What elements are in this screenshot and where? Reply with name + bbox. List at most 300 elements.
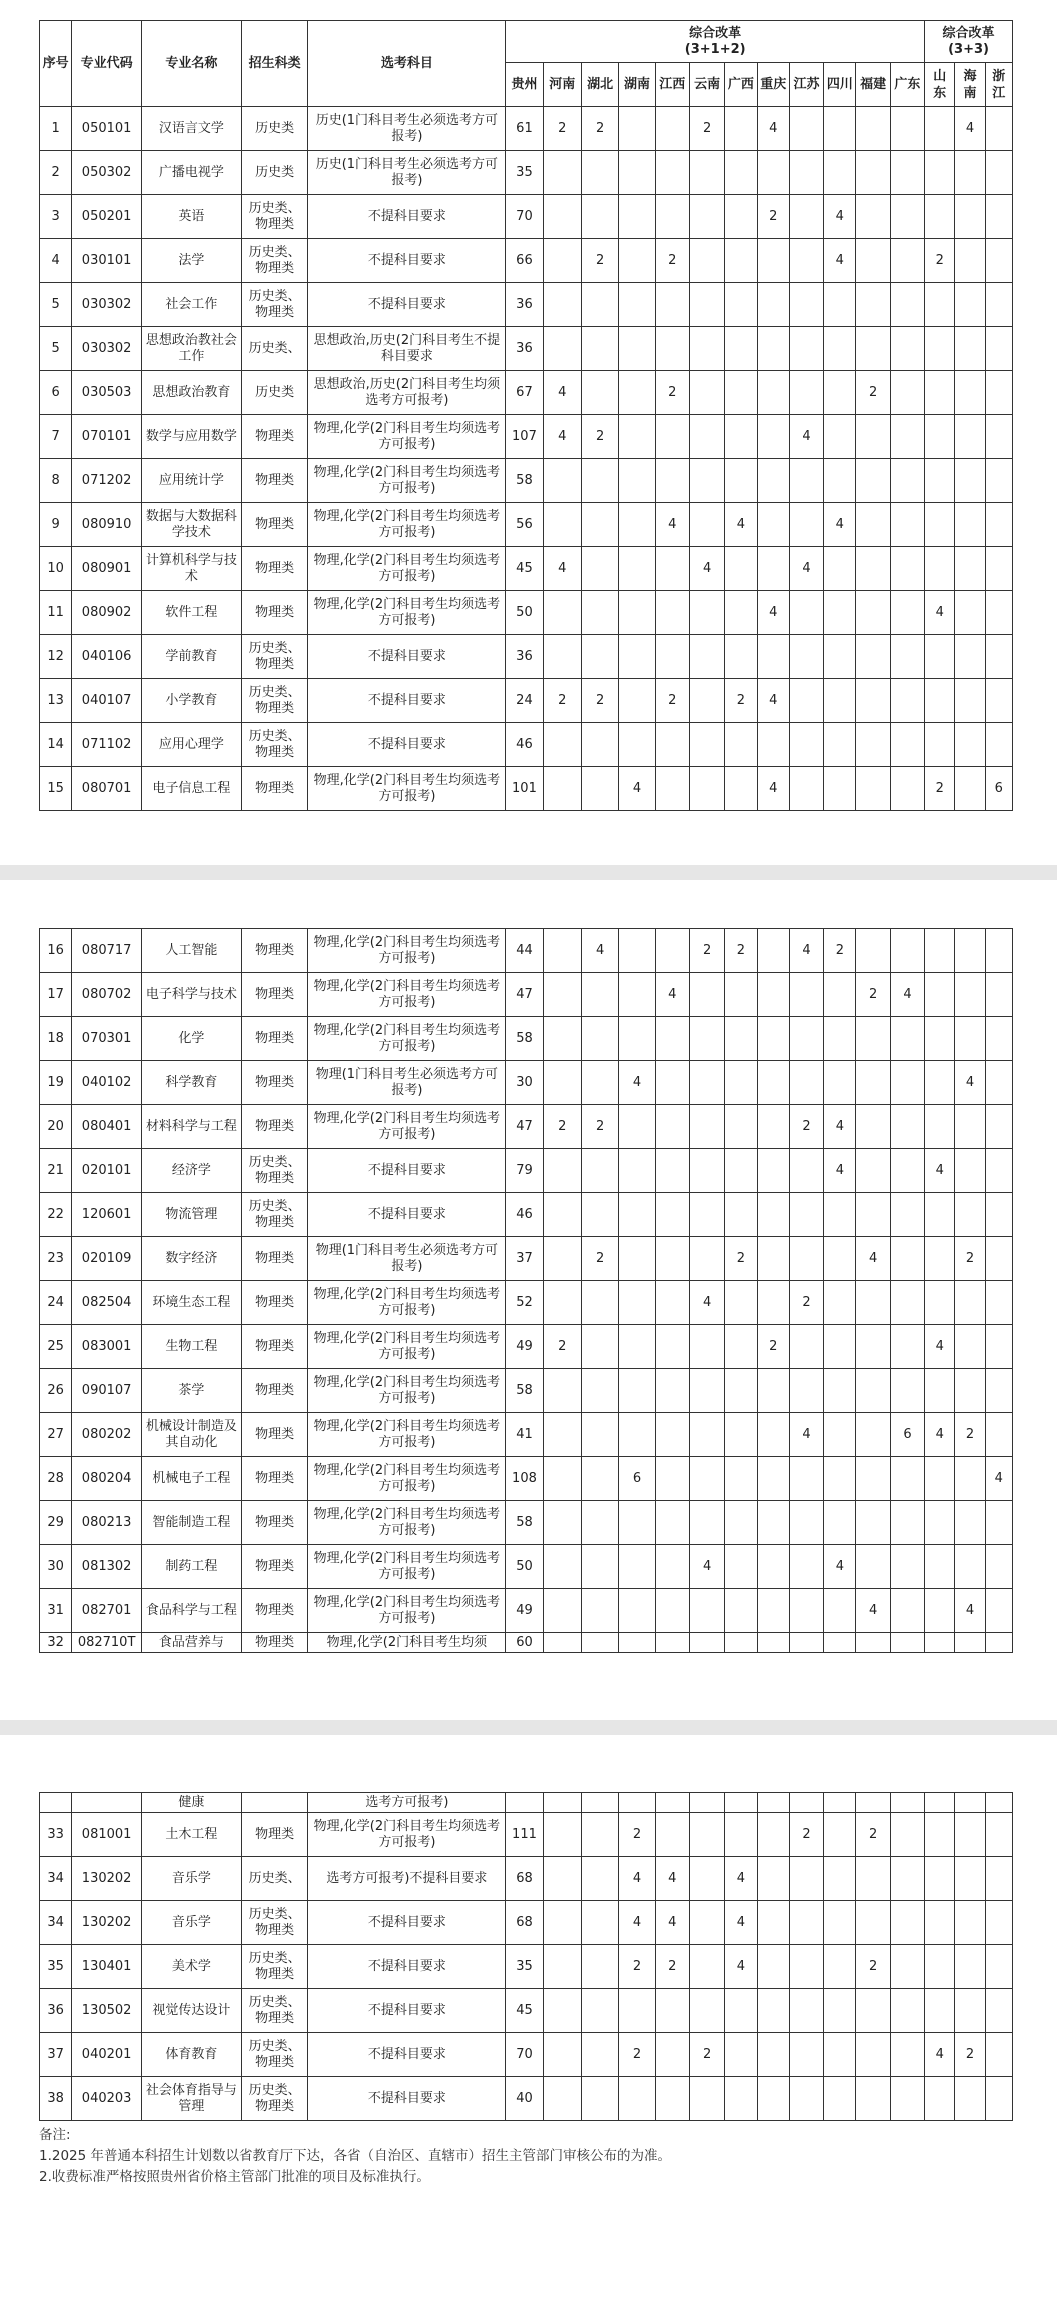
cell-quota [985,679,1012,723]
header-group-3-1-2: 综合改革 (3+1+2) [506,21,925,63]
cell-quota [725,1989,757,2033]
cell-subjects: 物理,化学(2门科目考生均须选考方可报考) [308,1017,506,1061]
cell-quota: 36 [506,327,543,371]
cell-quota [689,679,724,723]
cell-quota [789,973,823,1017]
cell-subjects: 不提科目要求 [308,1193,506,1237]
table-row [40,1989,1013,2033]
cell-quota [789,767,823,811]
cell-quota [725,283,757,327]
cell-quota [581,547,618,591]
cell-quota: 4 [856,1589,890,1633]
cell-quota [955,679,985,723]
cell-quota [725,459,757,503]
header-province: 湖南 [619,63,655,107]
cell-quota [824,1325,856,1369]
cell-quota: 58 [506,459,543,503]
cell-quota: 61 [506,107,543,151]
cell-quota [890,1633,924,1653]
cell-quota [890,2033,924,2077]
cell-quota: 2 [581,1105,618,1149]
cell-quota [757,1501,789,1545]
cell-quota [985,1149,1012,1193]
cell-name: 广播电视学 [141,151,241,195]
cell-quota [789,1857,823,1901]
cell-quota: 6 [985,767,1012,811]
cell-category: 物理类 [241,459,308,503]
cell-quota: 2 [856,1945,890,1989]
header-province: 海南 [955,63,985,107]
cell-quota [955,283,985,327]
cell-quota [689,459,724,503]
cell-name: 体育教育 [141,2033,241,2077]
cell-quota [689,2077,724,2121]
cell-seq: 31 [40,1589,72,1633]
cell-code: 070101 [72,415,142,459]
cell-quota [925,723,955,767]
cell-quota [824,679,856,723]
table-row [40,1061,1013,1105]
header-category: 招生科类 [241,21,308,107]
cell-quota [856,2033,890,2077]
cell-code: 080202 [72,1413,142,1457]
cell-quota: 47 [506,973,543,1017]
cell-quota [824,415,856,459]
cell-quota [543,1813,581,1857]
cell-quota [725,723,757,767]
cell-quota [655,283,689,327]
cell-quota [789,327,823,371]
cell-quota [925,1105,955,1149]
cell-quota: 4 [757,591,789,635]
cell-code: 130401 [72,1945,142,1989]
cell-subjects: 物理,化学(2门科目考生均须选考方可报考) [308,929,506,973]
cell-quota [581,1501,618,1545]
cell-quota: 30 [506,1061,543,1105]
cell-quota [581,723,618,767]
cell-quota: 58 [506,1017,543,1061]
cell-quota [581,1061,618,1105]
cell-category: 历史类、物理类 [241,1149,308,1193]
table-row [40,635,1013,679]
cell-quota [543,1589,581,1633]
cell-seq: 22 [40,1193,72,1237]
cell-quota [890,1105,924,1149]
cell-name: 音乐学 [141,1901,241,1945]
cell-quota [581,1413,618,1457]
cell-quota [856,1369,890,1413]
cell-quota [925,679,955,723]
cell-quota [689,1061,724,1105]
cell-category: 物理类 [241,415,308,459]
cell-subjects: 物理,化学(2门科目考生均须 [308,1633,506,1653]
cell-code: 040107 [72,679,142,723]
cell-quota [955,151,985,195]
table-row [40,1369,1013,1413]
cell-quota: 2 [543,1325,581,1369]
cell-quota [619,1237,655,1281]
cell-subjects: 物理,化学(2门科目考生均须选考方可报考) [308,973,506,1017]
cell-quota [789,1633,823,1653]
cell-subjects: 物理,化学(2门科目考生均须选考方可报考) [308,1325,506,1369]
cell-quota [689,1589,724,1633]
cell-quota [985,591,1012,635]
cell-code: 082710T [72,1633,142,1653]
cell-subjects: 选考方可报考) [308,1793,506,1813]
cell-quota [725,2077,757,2121]
cell-quota: 4 [581,929,618,973]
cell-quota [757,1149,789,1193]
cell-quota [789,107,823,151]
cell-code: 030101 [72,239,142,283]
cell-quota [757,151,789,195]
cell-quota [824,1501,856,1545]
cell-quota [925,1281,955,1325]
cell-quota [581,591,618,635]
cell-quota [856,459,890,503]
cell-quota [890,151,924,195]
cell-subjects: 不提科目要求 [308,635,506,679]
cell-quota: 4 [619,1061,655,1105]
cell-quota [581,2077,618,2121]
cell-quota [856,1457,890,1501]
table-row [40,107,1013,151]
cell-category: 物理类 [241,1545,308,1589]
cell-quota: 4 [655,1901,689,1945]
table-row [40,1945,1013,1989]
cell-quota: 2 [655,239,689,283]
table-row [40,195,1013,239]
cell-quota: 4 [856,1237,890,1281]
cell-quota [925,371,955,415]
cell-quota: 2 [581,679,618,723]
cell-subjects: 历史(1门科目考生必须选考方可报考) [308,151,506,195]
cell-quota [757,239,789,283]
cell-quota [581,2033,618,2077]
cell-quota [543,1413,581,1457]
cell-quota [543,151,581,195]
cell-code: 080702 [72,973,142,1017]
cell-quota: 2 [581,107,618,151]
cell-quota [581,635,618,679]
table-row [40,503,1013,547]
cell-quota [890,1237,924,1281]
cell-quota [890,1945,924,1989]
cell-name: 数据与大数据科学技术 [141,503,241,547]
cell-quota [757,1193,789,1237]
cell-quota [856,107,890,151]
cell-quota [725,1501,757,1545]
cell-code: 130202 [72,1901,142,1945]
table-row [40,1501,1013,1545]
cell-seq: 20 [40,1105,72,1149]
cell-quota [757,1813,789,1857]
cell-quota [890,1857,924,1901]
cell-quota [581,767,618,811]
cell-quota [757,1589,789,1633]
cell-quota [890,1901,924,1945]
table-row [40,547,1013,591]
cell-quota: 4 [789,929,823,973]
cell-category: 历史类、物理类 [241,723,308,767]
cell-quota: 4 [689,1281,724,1325]
cell-quota [689,151,724,195]
cell-quota [789,679,823,723]
cell-category: 物理类 [241,973,308,1017]
cell-quota [985,1237,1012,1281]
cell-quota: 2 [789,1105,823,1149]
cell-quota [925,973,955,1017]
cell-quota [619,1105,655,1149]
cell-seq: 6 [40,371,72,415]
cell-quota [689,195,724,239]
cell-quota: 2 [925,767,955,811]
cell-subjects: 不提科目要求 [308,1989,506,2033]
header-province: 福建 [856,63,890,107]
cell-quota [725,195,757,239]
cell-quota [824,1061,856,1105]
cell-quota [543,1061,581,1105]
cell-name: 经济学 [141,1149,241,1193]
header-province: 云南 [689,63,724,107]
cell-quota [955,1545,985,1589]
cell-seq: 28 [40,1457,72,1501]
cell-name: 思想政治教育 [141,371,241,415]
cell-quota [725,767,757,811]
cell-quota [725,1589,757,1633]
cell-code: 020109 [72,1237,142,1281]
cell-quota: 35 [506,1945,543,1989]
cell-quota: 37 [506,1237,543,1281]
cell-quota [985,239,1012,283]
cell-subjects: 不提科目要求 [308,1149,506,1193]
cell-quota [757,1281,789,1325]
cell-code: 120601 [72,1193,142,1237]
cell-quota [789,2077,823,2121]
table-row [40,591,1013,635]
cell-quota: 4 [655,973,689,1017]
cell-seq: 11 [40,591,72,635]
cell-quota [955,767,985,811]
cell-quota [757,1237,789,1281]
cell-quota: 70 [506,2033,543,2077]
cell-quota [925,1369,955,1413]
cell-quota [985,1545,1012,1589]
cell-category: 历史类、物理类 [241,679,308,723]
cell-quota [890,1149,924,1193]
cell-quota [619,635,655,679]
cell-quota [619,239,655,283]
cell-quota [890,1457,924,1501]
cell-quota [824,1857,856,1901]
cell-code: 050302 [72,151,142,195]
cell-quota [985,723,1012,767]
cell-name: 应用心理学 [141,723,241,767]
cell-subjects: 历史(1门科目考生必须选考方可报考) [308,107,506,151]
cell-quota [789,1369,823,1413]
cell-subjects: 不提科目要求 [308,679,506,723]
cell-quota [689,1149,724,1193]
cell-quota: 2 [856,1813,890,1857]
cell-subjects: 物理,化学(2门科目考生均须选考方可报考) [308,1589,506,1633]
table-row [40,973,1013,1017]
cell-quota [689,1457,724,1501]
cell-name: 智能制造工程 [141,1501,241,1545]
cell-quota [725,327,757,371]
cell-code: 020101 [72,1149,142,1193]
cell-quota [757,1457,789,1501]
cell-quota [725,1105,757,1149]
table-row [40,929,1013,973]
cell-quota: 6 [890,1413,924,1457]
cell-quota [955,1945,985,1989]
cell-quota: 2 [543,1105,581,1149]
cell-quota [824,1633,856,1653]
cell-quota [689,1633,724,1653]
cell-quota: 4 [925,2033,955,2077]
cell-seq: 32 [40,1633,72,1653]
cell-quota [955,1857,985,1901]
cell-quota: 4 [725,503,757,547]
cell-quota: 2 [619,2033,655,2077]
cell-subjects: 物理,化学(2门科目考生均须选考方可报考) [308,459,506,503]
cell-quota: 44 [506,929,543,973]
cell-seq: 3 [40,195,72,239]
cell-quota: 4 [824,195,856,239]
cell-quota [581,1633,618,1653]
cell-quota [689,1501,724,1545]
cell-quota [824,1193,856,1237]
cell-quota: 68 [506,1901,543,1945]
cell-quota [890,1281,924,1325]
cell-quota [543,1017,581,1061]
table-row [40,2033,1013,2077]
cell-subjects: 物理,化学(2门科目考生均须选考方可报考) [308,767,506,811]
cell-subjects: 物理,化学(2门科目考生均须选考方可报考) [308,1457,506,1501]
cell-quota [757,1545,789,1589]
cell-code: 070301 [72,1017,142,1061]
cell-quota: 6 [619,1457,655,1501]
cell-quota [725,415,757,459]
cell-quota [619,327,655,371]
cell-quota [689,973,724,1017]
cell-quota: 4 [824,1149,856,1193]
cell-quota [890,239,924,283]
cell-code: 071102 [72,723,142,767]
cell-quota [925,929,955,973]
cell-name: 科学教育 [141,1061,241,1105]
cell-quota [824,2033,856,2077]
cell-name: 学前教育 [141,635,241,679]
cell-quota [543,591,581,635]
cell-quota [824,2077,856,2121]
cell-quota: 36 [506,283,543,327]
cell-code: 080910 [72,503,142,547]
cell-quota [955,1633,985,1653]
cell-quota [890,1325,924,1369]
header-seq: 序号 [40,21,72,107]
cell-quota [543,1545,581,1589]
cell-quota [619,151,655,195]
cell-quota [955,1325,985,1369]
cell-name: 数字经济 [141,1237,241,1281]
cell-quota [619,1369,655,1413]
cell-quota [789,151,823,195]
cell-quota [985,1281,1012,1325]
cell-category: 历史类、物理类 [241,1901,308,1945]
cell-quota: 4 [757,767,789,811]
cell-quota [619,459,655,503]
cell-quota [789,459,823,503]
cell-quota [955,1901,985,1945]
cell-quota [985,459,1012,503]
cell-quota [689,1413,724,1457]
cell-quota [925,1061,955,1105]
header-group-3-3: 综合改革 (3+3) [925,21,1013,63]
cell-quota [955,1149,985,1193]
cell-quota [619,679,655,723]
page-2 [0,880,1057,1720]
cell-quota [856,1193,890,1237]
cell-name: 健康 [141,1793,241,1813]
cell-seq: 2 [40,151,72,195]
cell-quota [856,1017,890,1061]
cell-quota [955,547,985,591]
cell-quota [655,151,689,195]
cell-quota [789,2033,823,2077]
cell-subjects: 不提科目要求 [308,1901,506,1945]
cell-quota [757,327,789,371]
cell-quota [955,1369,985,1413]
cell-quota [757,1989,789,2033]
cell-category: 物理类 [241,1105,308,1149]
cell-quota: 4 [890,973,924,1017]
cell-quota: 4 [543,371,581,415]
cell-quota: 2 [689,929,724,973]
cell-seq: 17 [40,973,72,1017]
cell-quota [789,1545,823,1589]
cell-quota [725,1017,757,1061]
cell-quota [581,1369,618,1413]
cell-quota [619,1413,655,1457]
cell-category: 物理类 [241,767,308,811]
cell-code: 130502 [72,1989,142,2033]
cell-quota [655,1017,689,1061]
cell-quota [757,635,789,679]
cell-quota: 46 [506,1193,543,1237]
cell-name: 茶学 [141,1369,241,1413]
cell-quota [543,327,581,371]
cell-quota [890,195,924,239]
cell-quota [925,1237,955,1281]
cell-quota: 50 [506,1545,543,1589]
cell-quota [581,1457,618,1501]
cell-quota [543,2077,581,2121]
cell-quota: 2 [655,371,689,415]
cell-quota [925,1813,955,1857]
cell-quota: 4 [824,1105,856,1149]
cell-seq: 10 [40,547,72,591]
header-province: 浙江 [985,63,1012,107]
table-row [40,1813,1013,1857]
cell-code: 040106 [72,635,142,679]
cell-quota [543,1501,581,1545]
cell-quota [824,635,856,679]
cell-quota [689,1945,724,1989]
cell-quota [824,1813,856,1857]
cell-quota [789,1457,823,1501]
cell-quota [925,503,955,547]
